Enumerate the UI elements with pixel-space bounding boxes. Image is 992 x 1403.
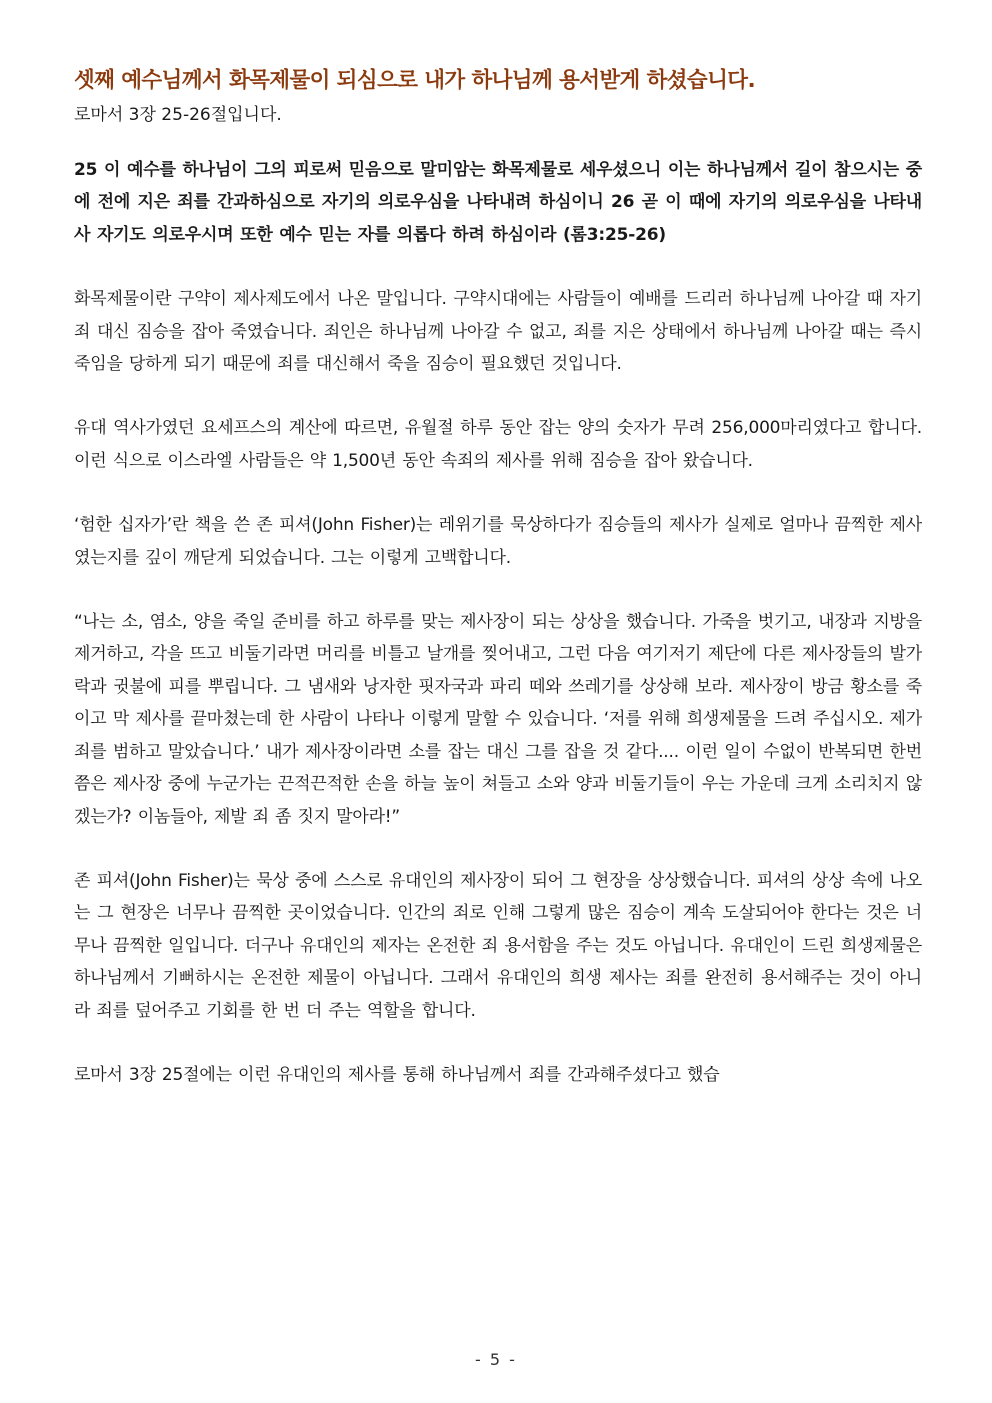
body-paragraph: 화목제물이란 구약이 제사제도에서 나온 말입니다. 구약시대에는 사람들이 예배를 드리러 하나님께 나아갈 때 자기 죄 대신 짐승을 잡아 죽였습니다. 죄인은 하나님께 나아갈 수 없고, 죄를 지은 상태에서 하나님께 나아갈 때는 즉시 죽임을 당하게 되기 때문에 죄를 대신해서 죽을 짐승이 필요했던 것입니다. (74, 289, 922, 375)
scripture-reference: 로마서 3장 25-26절입니다. (74, 105, 282, 125)
body-paragraph: 로마서 3장 25절에는 이런 유대인의 제사를 통해 하나님께서 죄를 간과해주셨다고 했습 (74, 1064, 720, 1085)
scripture-passage: 25 이 예수를 하나님이 그의 피로써 믿음으로 말미암는 화목제물로 세우셨으니 이는 하나님께서 길이 참으시는 중에 전에 지은 죄를 간과하심으로 자기의 의로우심을 나타내려 하심이니 26 곧 이 때에 자기의 의로우심을 나타내사 자기도 의로우시며 또한 예수 믿는 자를 의롭다 하려 하심이라 (롬3:25-26) (74, 160, 922, 245)
section-heading: 셋째 예수님께서 화목제물이 되심으로 내가 하나님께 용서받게 하셨습니다. (74, 68, 756, 93)
body-paragraph: 유대 역사가였던 요세프스의 계산에 따르면, 유월절 하루 동안 잡는 양의 숫자가 무려 256,000마리였다고 합니다. 이런 식으로 이스라엘 사람들은 약 1,500년 동안 속죄의 제사를 위해 짐승을 잡아 왔습니다. (74, 418, 922, 471)
body-paragraph: ‘험한 십자가’란 책을 쓴 존 피셔(John Fisher)는 레위기를 묵상하다가 짐승들의 제사가 실제로 얼마나 끔찍한 제사였는지를 깊이 깨닫게 되었습니다. 그는 이렇게 고백합니다. (74, 515, 922, 568)
page-number: - 5 - (475, 1350, 517, 1369)
quotation-paragraph: “나는 소, 염소, 양을 죽일 준비를 하고 하루를 맞는 제사장이 되는 상상을 했습니다. 가죽을 벗기고, 내장과 지방을 제거하고, 각을 뜨고 비둘기라면 머리를 비틀고 날개를 찢어내고, 그런 다음 여기저기 제단에 다른 제사장들의 발가락과 귓불에 피를 뿌립니다. 그 냄새와 낭자한 핏자국과 파리 떼와 쓰레기를 상상해 보라. 제사장이 방금 황소를 죽이고 막 제사를 끝마쳤는데 한 사람이 나타나 이렇게 말할 수 있습니다. ‘저를 위해 희생제물을 드려 주십시오. 제가 죄를 범하고 말았습니다.’ 내가 제사장이라면 소를 잡는 대신 그를 잡을 것 같다.... 이런 일이 수없이 반복되면 한번쯤은 제사장 중에 누군가는 끈적끈적한 손을 하늘 높이 쳐들고 소와 양과 비둘기들이 우는 가운데 크게 소리치지 않겠는가? 이놈들아, 제발 죄 좀 짓지 말아라!” (74, 612, 922, 827)
body-paragraph: 존 피셔(John Fisher)는 묵상 중에 스스로 유대인의 제사장이 되어 그 현장을 상상했습니다. 피셔의 상상 속에 나오는 그 현장은 너무나 끔찍한 곳이었습니다. 인간의 죄로 인해 그렇게 많은 짐승이 계속 도살되어야 한다는 것은 너무나 끔찍한 일입니다. 더구나 유대인의 제자는 온전한 죄 용서함을 주는 것도 아닙니다. 유대인이 드린 희생제물은 하나님께서 기뻐하시는 온전한 제물이 아닙니다. 그래서 유대인의 희생 제사는 죄를 완전히 용서해주는 것이 아니라 죄를 덮어주고 기회를 한 번 더 주는 역할을 합니다. (74, 870, 922, 1021)
document-page (74, 64, 922, 1091)
